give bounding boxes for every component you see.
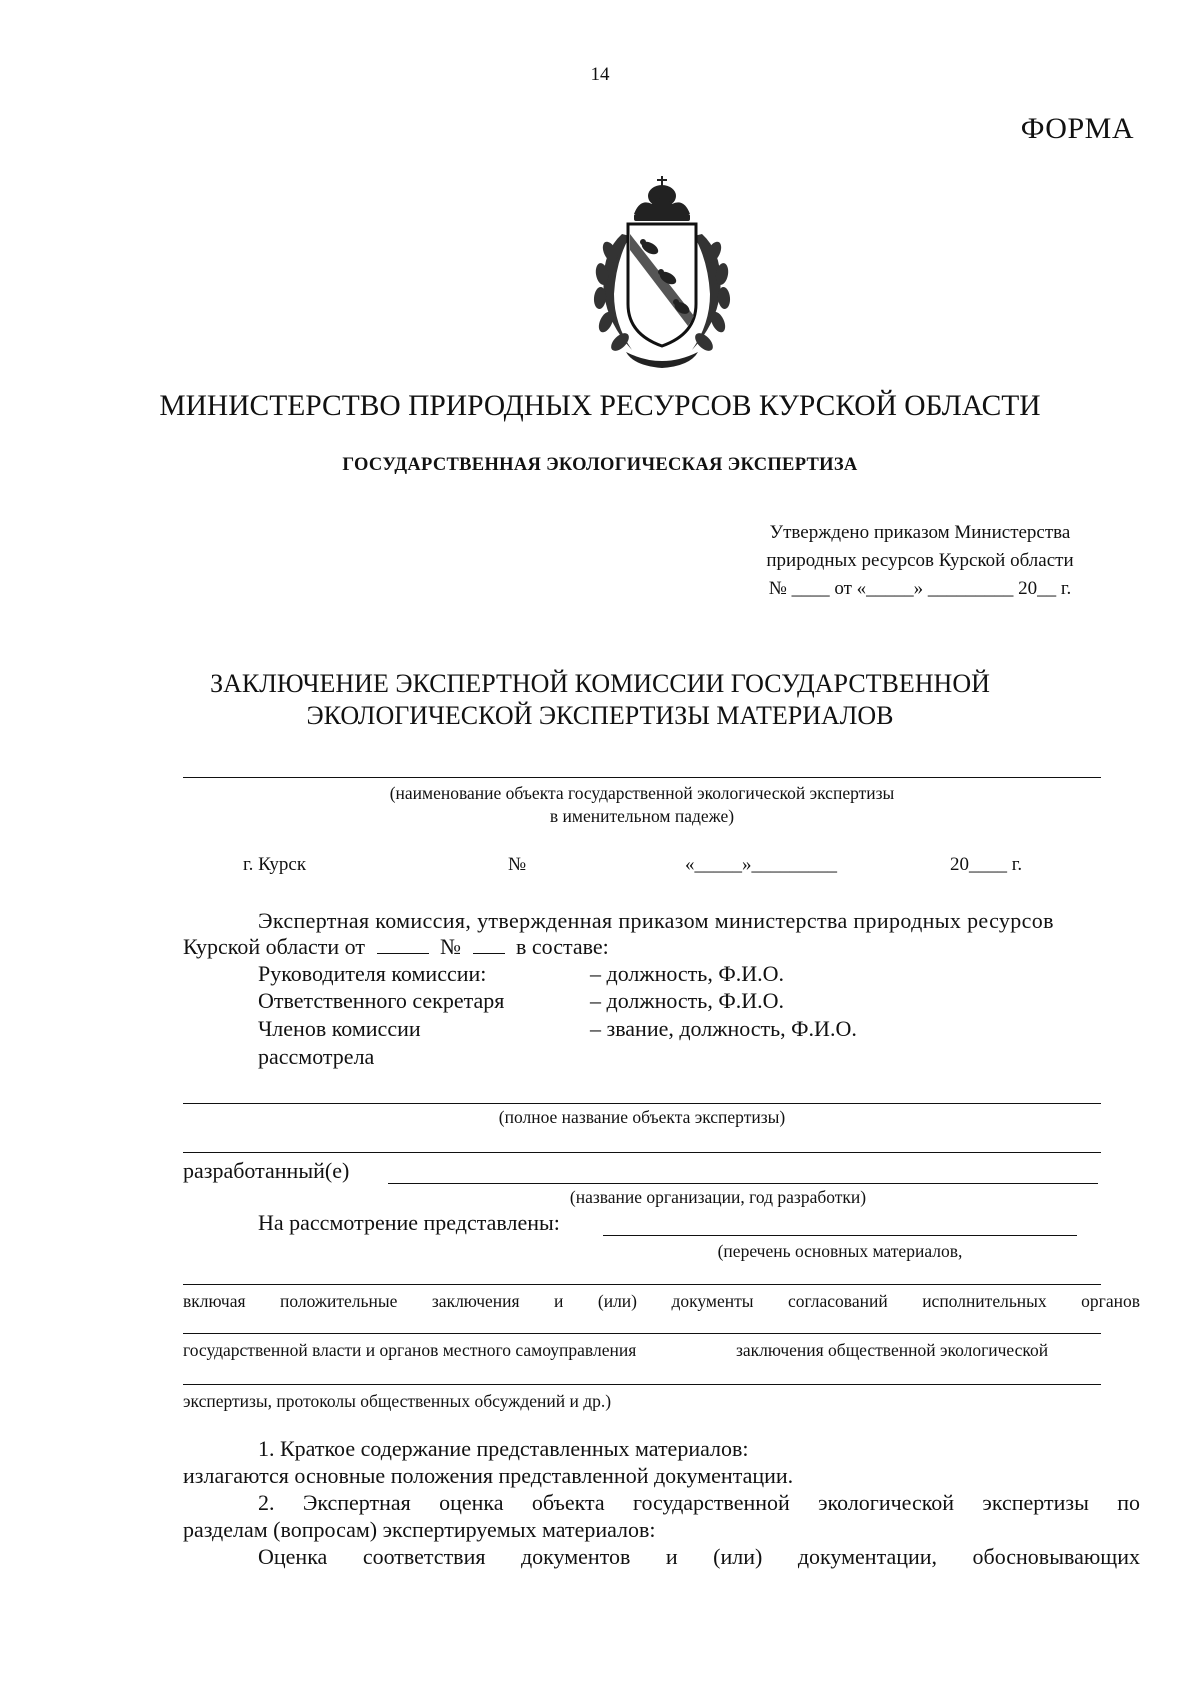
approval-block bbox=[750, 519, 1090, 603]
approval-line-3: № ____ от «_____» _________ 20__ г. bbox=[768, 578, 1072, 599]
object-caption bbox=[183, 782, 1101, 828]
section-1-title: 1. Краткое содержание представленных материалов: bbox=[258, 1436, 749, 1461]
submitted-label: На рассмотрение представлены: bbox=[258, 1210, 560, 1235]
full-name-line-2 bbox=[183, 1152, 1101, 1153]
ministry-title: МИНИСТЕРСТВО ПРИРОДНЫХ РЕСУРСОВ КУРСКОЙ ОБЛАСТИ bbox=[159, 390, 1041, 422]
developer-line bbox=[388, 1183, 1098, 1184]
member-role-3: Членов комиссии bbox=[258, 1016, 421, 1041]
object-caption-line-1: (наименование объекта государственной экологической экспертизы bbox=[389, 783, 895, 803]
materials-word: (или) bbox=[597, 1291, 637, 1311]
order-date-label: Курской области от bbox=[183, 934, 365, 959]
reviewed-label: рассмотрела bbox=[258, 1044, 375, 1069]
order-date-blank bbox=[377, 935, 429, 954]
member-role-1: Руководителя комиссии: bbox=[258, 961, 487, 986]
materials-word: документы bbox=[671, 1291, 754, 1311]
section-2-word: экспертизы bbox=[982, 1490, 1089, 1515]
composition-label: в составе: bbox=[516, 934, 609, 959]
member-value-3: – звание, должность, Ф.И.О. bbox=[590, 1016, 857, 1041]
object-name-line bbox=[183, 777, 1101, 778]
member-value-1: – должность, Ф.И.О. bbox=[590, 961, 784, 986]
developed-label: разработанный(е) bbox=[183, 1158, 350, 1183]
member-role-2: Ответственного секретаря bbox=[258, 988, 505, 1013]
approval-line-2: природных ресурсов Курской области bbox=[766, 550, 1074, 571]
kursk-coat-of-arms-icon bbox=[570, 174, 754, 374]
materials-caption: (перечень основных материалов, bbox=[717, 1241, 963, 1261]
section-2-word: оценка bbox=[439, 1490, 504, 1515]
city-label: г. Курск bbox=[243, 854, 307, 875]
page-number: 14 bbox=[590, 64, 610, 85]
section-2-line-2: разделам (вопросам) экспертируемых материалов: bbox=[183, 1517, 656, 1542]
document-subtitle: ГОСУДАРСТВЕННАЯ ЭКОЛОГИЧЕСКАЯ ЭКСПЕРТИЗА bbox=[342, 455, 858, 475]
section-2-word: документов bbox=[520, 1544, 631, 1569]
materials-word: исполнительных bbox=[922, 1291, 1047, 1311]
materials-word: согласований bbox=[787, 1291, 888, 1311]
materials-line-2-rule bbox=[183, 1333, 1101, 1334]
full-name-line bbox=[183, 1103, 1101, 1104]
materials-word: включая bbox=[183, 1291, 246, 1311]
conclusion-title bbox=[0, 668, 1200, 732]
order-number-blank bbox=[473, 935, 505, 954]
conclusion-title-line-1: ЗАКЛЮЧЕНИЕ ЭКСПЕРТНОЙ КОМИССИИ ГОСУДАРСТВЕННОЙ bbox=[210, 669, 990, 698]
commission-line-1-text: Экспертная комиссия, утвержденная приказом министерства природных ресурсов bbox=[258, 908, 1054, 933]
conclusion-title-line-2: ЭКОЛОГИЧЕСКОЙ ЭКСПЕРТИЗЫ МАТЕРИАЛОВ bbox=[306, 701, 894, 730]
section-2-word: по bbox=[1117, 1490, 1140, 1515]
section-2-word: 2. bbox=[258, 1490, 275, 1515]
member-value-2: – должность, Ф.И.О. bbox=[590, 988, 784, 1013]
section-2-word: Оценка bbox=[258, 1544, 328, 1569]
section-1-text: излагаются основные положения представленной документации. bbox=[183, 1463, 794, 1488]
full-name-caption: (полное название объекта экспертизы) bbox=[498, 1107, 786, 1127]
commission-line-2 bbox=[183, 934, 609, 960]
section-2-word: соответствия bbox=[362, 1544, 486, 1569]
materials-line-3: экспертизы, протоколы общественных обсуждений и др.) bbox=[183, 1391, 612, 1411]
section-2-word: экологической bbox=[818, 1490, 955, 1515]
date-field: «_____»_________ bbox=[685, 854, 837, 875]
commission-line-1 bbox=[258, 908, 1140, 934]
section-2-word: объекта bbox=[531, 1490, 605, 1515]
materials-line-2a: государственной власти и органов местного самоуправления bbox=[183, 1340, 637, 1360]
form-label: ФОРМА bbox=[1020, 112, 1134, 145]
section-2-word: (или) bbox=[713, 1544, 763, 1569]
approval-line-1: Утверждено приказом Министерства bbox=[769, 522, 1071, 543]
section-2-word: обосновывающих bbox=[972, 1544, 1140, 1569]
section-2-word: и bbox=[665, 1544, 678, 1569]
submitted-line bbox=[603, 1235, 1077, 1236]
org-caption: (название организации, год разработки) bbox=[569, 1187, 867, 1207]
order-number-label: № bbox=[440, 934, 461, 959]
number-label: № bbox=[508, 854, 527, 875]
section-2-word: документации, bbox=[797, 1544, 938, 1569]
section-2-word: государственной bbox=[632, 1490, 790, 1515]
year-field: 20____ г. bbox=[950, 854, 1023, 875]
materials-word: положительные bbox=[280, 1291, 398, 1311]
materials-line-3-rule bbox=[183, 1384, 1101, 1385]
section-2-line-3 bbox=[258, 1544, 1140, 1570]
materials-line-1-rule bbox=[183, 1284, 1101, 1285]
materials-word: заключения bbox=[431, 1291, 520, 1311]
materials-line-2b: заключения общественной экологической bbox=[736, 1340, 1049, 1360]
object-caption-line-2: в именительном падеже) bbox=[549, 806, 735, 826]
materials-word: и bbox=[554, 1291, 564, 1311]
materials-word: органов bbox=[1081, 1291, 1140, 1311]
section-2-line-1 bbox=[258, 1490, 1140, 1516]
section-2-word: Экспертная bbox=[302, 1490, 411, 1515]
materials-line-1 bbox=[183, 1291, 1140, 1312]
